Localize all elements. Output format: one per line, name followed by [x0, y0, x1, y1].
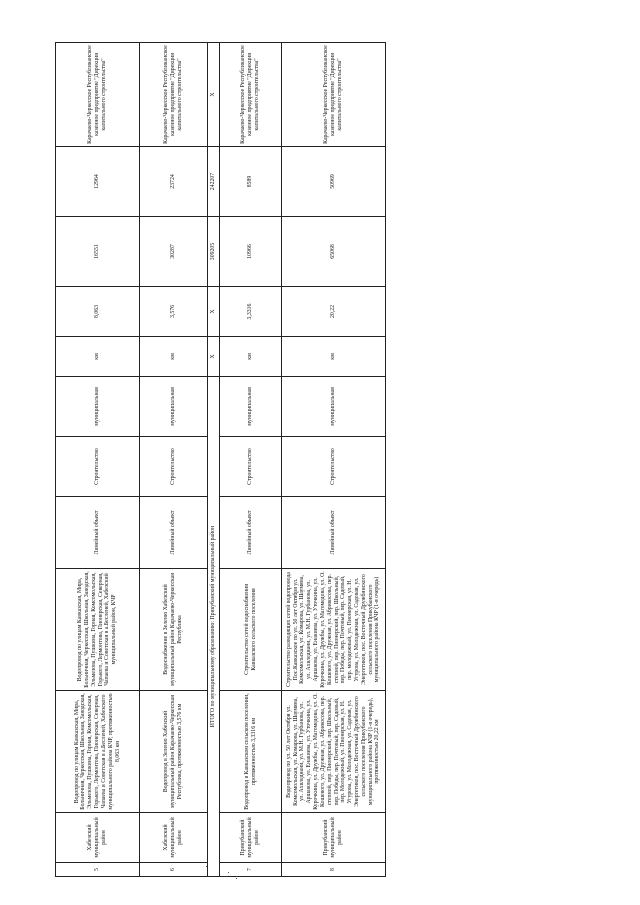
customer-cell: Х	[208, 43, 220, 147]
investment-objects-table	[55, 42, 386, 877]
object-type-cell: Линейный объект	[282, 497, 386, 569]
district-cell: Хабезский муниципальный район	[140, 813, 208, 863]
row-number: 8	[282, 863, 386, 877]
work-type-cell: Строительство	[220, 437, 282, 497]
customer-cell: Карачаево-Черкесское Республиканское казенное предприятие "Дирекция капитального строительства"	[56, 43, 140, 147]
district-cell: Прикубанский муниципальный район	[282, 813, 386, 863]
scan-speck	[236, 878, 237, 879]
ownership-cell: муниципальная	[140, 377, 208, 437]
customer-cell: Карачаево-Черкесское Республиканское казенное предприятие "Дирекция капитального строительства"	[140, 43, 208, 147]
object-type-cell: Линейный объект	[56, 497, 140, 569]
object-name-cell: Водопровод по улицам Кавказская, Мира, Больничная, Черкесская, Школьная, Заводская, Эльмезова, Пушкина, Горная, Комсомольская, Горького, Лермонтова, Пионерская, Северная, Чапаева и Советская в а.Бесленей, Хабезского муниципального района КЧР, протяженностью 8,063 км	[56, 691, 140, 813]
cost-remaining-cell: 8589	[220, 147, 282, 217]
customer-cell: Карачаево-Черкесское Республиканское казенное предприятие "Дирекция капитального строительства"	[220, 43, 282, 147]
capacity-cell: 8,063	[56, 287, 140, 337]
object-name-cell: Водопровод по ул. 50 лет Октября ул. Комсомольская, ул. Комарова, ул. Шаумяна, ул. Ахвледиани, ул. М.Н. Гурбанова, ул. Аршакова, ул. Енакиева, ул. Уточкина, ул. Курочкина, ул. Дружбы, ул. Магомедова, ул. О. Кошевого, ул. Дружная, ул. Абрикосова, пер. степной, пер. Пионерский, пер. Школьный, пер. Победы, пер. Почтовый, пер. Садовый, пер. Молодежный, ул. Пионерская, ул. Н. Угурова, ул. Молодежная, ул. Садовая, ул. Энергетиков, пос. Восточный Дружбинского сельского поселения Прикубанского муниципального района КЧР (1-я очередь), протяженностью 20,22 км	[282, 691, 386, 813]
cost-total-cell: 65068	[282, 217, 386, 287]
unit-cell: Х	[208, 337, 220, 377]
table-row	[220, 43, 282, 877]
row-number: 7	[220, 863, 282, 877]
row-number: 5	[56, 863, 140, 877]
capacity-cell: 20,22	[282, 287, 386, 337]
cost-total-cell: 16551	[56, 217, 140, 287]
cost-remaining-cell: 23724	[140, 147, 208, 217]
table-row	[56, 43, 140, 877]
work-type-cell: Строительство	[282, 437, 386, 497]
cost-total-cell: 30287	[140, 217, 208, 287]
scan-speck	[206, 866, 207, 867]
ownership-cell: муниципальная	[220, 377, 282, 437]
capacity-cell: Х	[208, 287, 220, 337]
ownership-cell: муниципальная	[56, 377, 140, 437]
subtotal-label: ИТОГО по муниципальному образованию: Прикубанский муниципальный район	[208, 377, 220, 877]
object-purpose-cell: Водопровод по улицам Кавказская, Мира, Больничная, Черкесская, Школьная, Заводская, Эльмезова, Пушкина, Горная, Комсомольская, Горького, Лермонтова, Пионерская, Северная, Чапаева и Советская в а.Бесленей, Хабезский муниципальный район, КЧР	[56, 569, 140, 691]
object-type-cell: Линейный объект	[220, 497, 282, 569]
unit-cell: км	[56, 337, 140, 377]
rotated-table-container	[55, 47, 385, 877]
object-purpose-cell: Водоснабжение в Зеленю Хабезский муниципальный район Карачаево-Черкесская Республика	[140, 569, 208, 691]
district-cell: Прикубанский муниципальный район	[220, 813, 282, 863]
cost-remaining-cell: 50969	[282, 147, 386, 217]
object-name-cell: Водопровод в Кавказском сельском поселении, протяженностью 3,3316 км	[220, 691, 282, 813]
ownership-cell: муниципальная	[282, 377, 386, 437]
capacity-cell: 3,576	[140, 287, 208, 337]
cost-total-cell: 309205	[208, 217, 220, 287]
unit-cell: км	[220, 337, 282, 377]
scan-speck	[228, 872, 229, 873]
unit-cell: км	[282, 337, 386, 377]
object-type-cell: Линейный объект	[140, 497, 208, 569]
unit-cell: км	[140, 337, 208, 377]
customer-cell: Карачаево-Черкесское Республиканское казенное предприятие "Дирекция капитального строительства"	[282, 43, 386, 147]
work-type-cell: Строительство	[56, 437, 140, 497]
object-name-cell: Водопровод в Зеленю Хабезский муниципальный район Карачаево-Черкесская Республика, протяженностью 3,576 км	[140, 691, 208, 813]
table-row	[282, 43, 386, 877]
district-cell: Хабезский муниципальный район	[56, 813, 140, 863]
cost-remaining-cell: 12964	[56, 147, 140, 217]
subtotal-row	[208, 43, 220, 877]
cost-total-cell: 10966	[220, 217, 282, 287]
object-purpose-cell: Строительство сетей водоснабжения Кавказского сельского поселения	[220, 569, 282, 691]
cost-remaining-cell: 242207	[208, 147, 220, 217]
table-row	[140, 43, 208, 877]
work-type-cell: Строительство	[140, 437, 208, 497]
object-purpose-cell: Строительство разводящих сетей водопровода Пос.Кавказское по ул. 50 лет Октября ул. Комсомольская, ул. Комарова, ул. Шаумяна, ул. Ахвледиани, ул. М.Н. Гурбанова, ул. Аршакова, ул. Енакиева, ул. Уточкина, ул. Курочкина, ул. Дружбы, ул. Магомедова, ул. О. Кошевого, ул. Дружная, ул. Абрикосова, пер. степной, пер. Пионерский, пер. Школьный, пер. Победы, пер. Почтовый, пер. Садовый, пер. молодежный, ул. Пионерская, ул. Н. Угурова, ул. Молодежная, ул. Садовая, ул. Энергетиков, пос. Восточный Дружбинского сельского поселения Прикубанского муниципального района КЧР (1-я очередь)	[282, 569, 386, 691]
row-number: 6	[140, 863, 208, 877]
capacity-cell: 3,3316	[220, 287, 282, 337]
